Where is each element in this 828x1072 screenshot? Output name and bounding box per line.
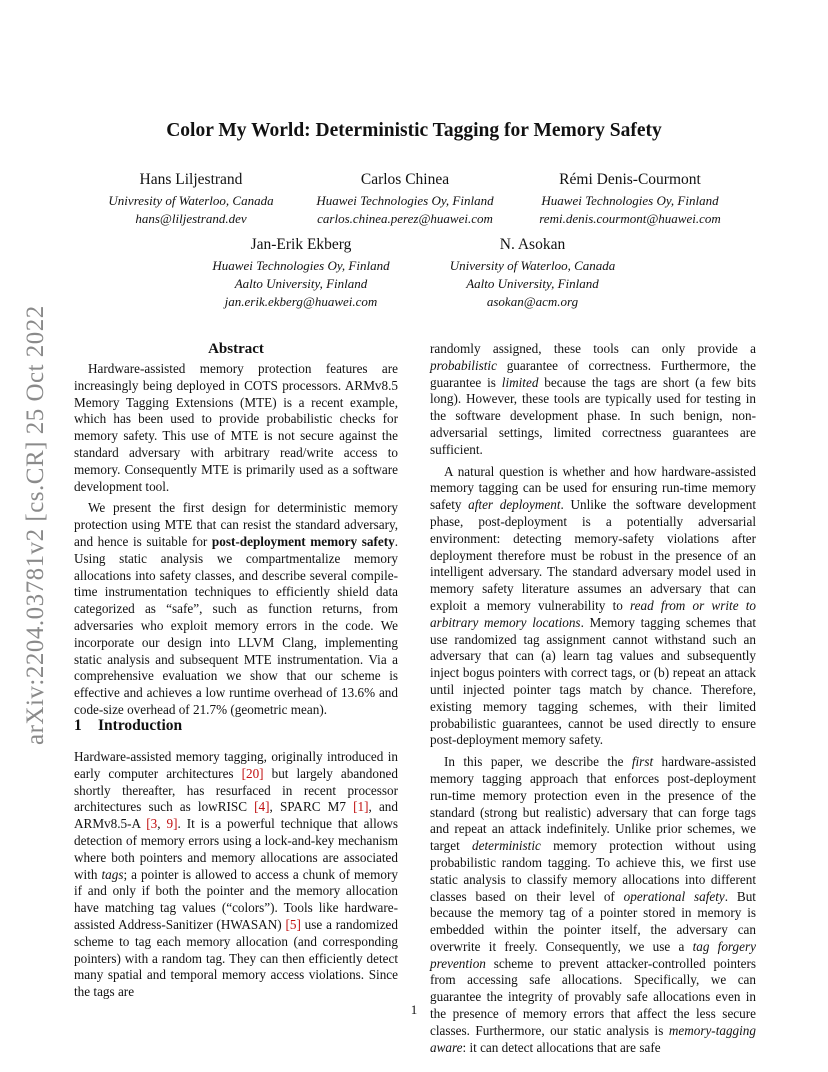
- body-paragraph: In this paper, we describe the first hardware-assisted memory tagging approach that enforces post-deployment run-time memory protection even in the presence of the standard (strong but realistic) adversary that can forge tags and repeat an attack indefinitely. Unlike prior schemes, we target deterministic memory protection without using probabilistic random tagging. To achieve this, we first use static analysis to classify memory allocations into different classes based on their level of operational safety. But because the memory tag of a pointer stored in memory is embedded within the pointer itself, the adversary can overwrite it freely. Consequently, we use a tag forgery prevention scheme to prevent attacker-controlled pointers from accessing safe allocations. Specifically, we can guarantee the integrity of provably safe allocations even in the presence of memory errors that affect the less secure classes. Furthermore, our static analysis is memory-tagging aware: it can detect allocations that are safe: [430, 754, 756, 1055]
- author-affiliation: University of Waterloo, Canada: [449, 258, 616, 273]
- author-affiliation: Huawei Technologies Oy, Finland: [316, 193, 494, 208]
- author-name: Carlos Chinea: [360, 171, 450, 188]
- citation-link[interactable]: [4]: [254, 799, 270, 815]
- emphasis-italic: tags: [101, 866, 124, 882]
- citation-link[interactable]: [5]: [285, 916, 301, 932]
- author-affiliation: Aalto University, Finland: [234, 276, 368, 291]
- author-name: N. Asokan: [499, 236, 566, 253]
- intro-paragraph: Hardware-assisted memory tagging, originally introduced in early computer architectures [20] but largely abandoned shortly thereafter, has resurfaced in recent processor architectures such as lowRISC [4], SPARC M7 [1], and ARMv8.5-A [3, 9]. It is a powerful technique that allows detection of memory errors using a lock-and-key mechanism where both pointers and memory allocations are associated with tags; a pointer is allowed to access a chunk of memory if and only if both the pointer and the memory allocation have matching tag values (“colors”). Tools like hardware-assisted Address-Sanitizer (HWASAN) [5] use a randomized scheme to tag each memory allocation (and corresponding pointers) with a random tag. They can then efficiently detect many spatial and temporal memory access violations. Since the tags are: [74, 749, 399, 1000]
- abstract-heading: Abstract: [208, 341, 264, 357]
- author-affiliation: Aalto University, Finland: [466, 276, 599, 291]
- arxiv-identifier: arXiv:2204.03781v2 [cs.CR] 25 Oct 2022: [22, 305, 49, 745]
- body-paragraph: A natural question is whether and how hardware-assisted memory tagging can be used for ensuring run-time memory safety after deployment. Unlike the software development phase, post-deployment is a potentially adversarial environment: detecting memory-safety violations after deployment therefore must be robust in the presence of an intelligent adversary. The standard adversary model used in memory safety literature assumes an adversary that can exploit a memory vulnerability to read from or write to arbitrary memory locations. Memory tagging schemes that use randomized tag assignment cannot withstand such an adversary that can (a) learn tag values and subsequently inject bogus pointers with correct tags, or (b) repeat an attack until injected pointer tags match by chance. Therefore, existing memory tagging schemes, with their limited probabilistic guarantees, cannot be used directly to ensure post-deployment memory safety.: [430, 463, 756, 748]
- author-email: hans@liljestrand.dev: [135, 211, 247, 226]
- abstract-body: [74, 361, 398, 719]
- author-name: Rémi Denis-Courmont: [559, 171, 701, 188]
- author-email: carlos.chinea.perez@huawei.com: [317, 211, 493, 226]
- abstract-paragraph: We present the first design for deterministic memory protection using MTE that can resist the standard adversary, and hence is suitable for post-deployment memory safety. Using static analysis we compartmentalize memory allocations into safety classes, and describe several compile-time instrumentation techniques to efficiently shield data categorized as “safe”, such as function returns, from adversaries who exploit memory errors in the code. We incorporate our design into LLVM Clang, implementing static analysis and subsequent MTE instrumentation. Via a comprehensive evaluation we show that our scheme is effective and achieves a low runtime overhead of 13.6% and code-size overhead of 21.7% (geometric mean).: [74, 500, 398, 717]
- introduction-body: [74, 749, 398, 1001]
- body-paragraph: randomly assigned, these tools can only provide a probabilistic guarantee of correctness. Furthermore, the guarantee is limited because the tags are short (a few bits long). However, these tools are typically used for testing in the software development phase. In such benign, non-adversarial settings, limited correctness guarantees are sufficient.: [430, 341, 756, 457]
- section-number: 1: [74, 717, 82, 734]
- author-block: [430, 235, 635, 311]
- citation-link[interactable]: [1]: [353, 799, 369, 815]
- author-affiliation: Univresity of Waterloo, Canada: [108, 193, 274, 208]
- author-name: Hans Liljestrand: [139, 171, 243, 188]
- right-column-body: [430, 341, 756, 1056]
- citation-link[interactable]: [20]: [241, 765, 264, 781]
- section-heading: [74, 717, 182, 735]
- abstract-paragraph: Hardware-assisted memory protection features are increasingly being deployed in COTS processors. ARMv8.5 Memory Tagging Extensions (MTE) is a recent example, which has been used to provide probabilistic checks for memory safety. This use of MTE is not secure against the standard adversary with arbitrary read/write access to memory. Consequently MTE is primarily used as a software development tool.: [74, 361, 398, 494]
- author-email: asokan@acm.org: [486, 294, 579, 309]
- author-email: remi.denis.courmont@huawei.com: [539, 211, 721, 226]
- author-affiliation: Huawei Technologies Oy, Finland: [212, 258, 390, 273]
- citation-link[interactable]: [3: [146, 816, 158, 832]
- page-number: 1: [410, 1002, 418, 1017]
- author-name: Jan-Erik Ekberg: [250, 236, 352, 253]
- author-email: jan.erik.ekberg@huawei.com: [224, 294, 378, 309]
- author-block: [96, 170, 286, 228]
- author-block: [196, 235, 406, 311]
- author-block: [520, 170, 740, 228]
- section-title: Introduction: [98, 717, 183, 734]
- author-affiliation: Huawei Technologies Oy, Finland: [541, 193, 719, 208]
- citation-link[interactable]: 9]: [166, 816, 178, 832]
- author-block: [300, 170, 510, 228]
- emphasis-bold: post-deployment memory safety: [211, 533, 395, 549]
- paper-title: Color My World: Deterministic Tagging for Memory Safety: [166, 120, 662, 141]
